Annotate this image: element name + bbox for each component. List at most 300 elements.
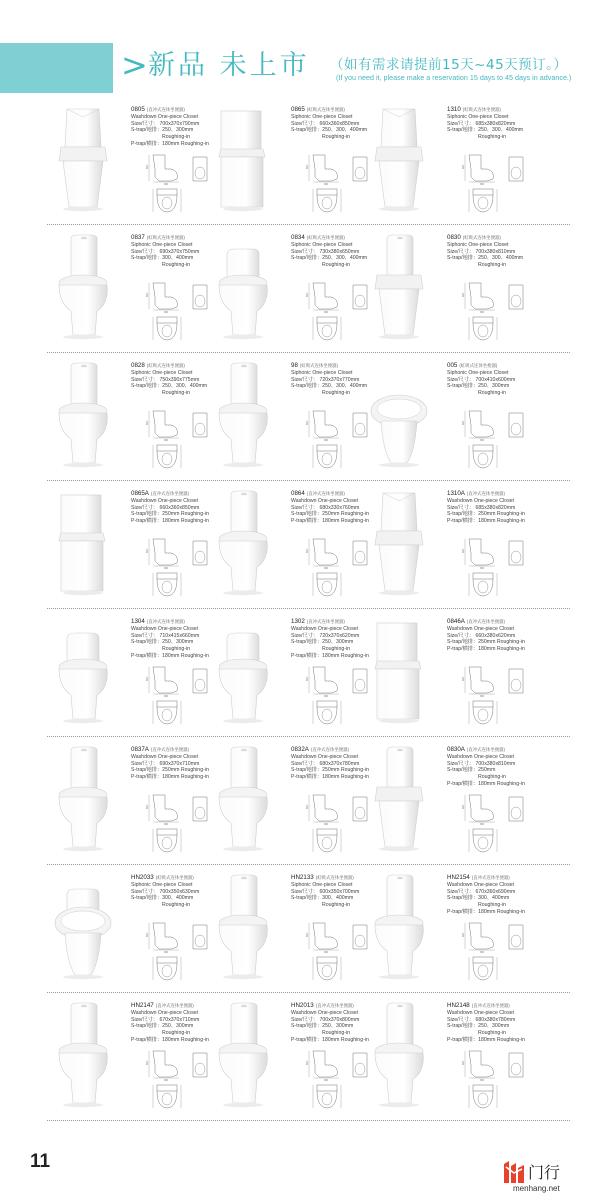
s-trap-spec: S-trap/地排：250、300、400mm	[291, 127, 368, 134]
s-trap-spec: S-trap/地排：250、300mm	[291, 1023, 354, 1030]
toilet-photo	[363, 743, 435, 855]
product-type-zh: (直冲式连体坐便器)	[146, 619, 185, 624]
product-row	[47, 353, 567, 481]
product-size: Size/尺寸： 690x370x750mm	[131, 248, 200, 255]
product-card	[47, 993, 220, 1121]
roughing-in-label: Roughing-in	[478, 774, 506, 781]
toilet-photo	[363, 615, 435, 727]
svg-text:800: 800	[462, 292, 465, 297]
product-code-text: 005	[447, 362, 458, 369]
svg-text:660: 660	[324, 439, 329, 442]
s-trap-spec: S-trap/地排：250、300、400mm	[291, 255, 368, 262]
toilet-photo	[47, 743, 119, 855]
technical-drawing	[131, 919, 215, 983]
p-trap-spec: P-trap/横排：180mm Roughing-in	[131, 652, 209, 659]
product-type-en: Washdown One-piece Closet	[131, 113, 198, 120]
accent-bar	[0, 43, 113, 93]
product-type-zh: (直冲式连体坐便器)	[150, 747, 189, 752]
svg-text:660: 660	[480, 183, 485, 186]
s-trap-spec: S-trap/地排：300、400mm	[291, 895, 354, 902]
product-type-zh: (直冲式连体坐便器)	[306, 491, 345, 496]
roughing-in-label: Roughing-in	[322, 262, 350, 269]
svg-text:660: 660	[324, 951, 329, 954]
technical-drawing	[131, 663, 215, 727]
product-card	[47, 609, 220, 737]
product-code-text: 0830A	[447, 746, 465, 753]
product-spec	[447, 235, 542, 269]
svg-text:660: 660	[164, 951, 169, 954]
svg-text:660: 660	[324, 183, 329, 186]
product-row	[47, 97, 567, 225]
product-size: Size/尺寸： 700x370x790mm	[131, 120, 200, 127]
brand-url: menhang.net	[513, 1184, 560, 1193]
s-trap-spec: S-trap/地排：250mm	[447, 767, 496, 774]
svg-text:660: 660	[480, 1079, 485, 1082]
page-header	[0, 43, 589, 93]
product-type-zh: (虹吸式连体坐便器)	[462, 235, 501, 240]
product-code-text: 0865	[291, 106, 305, 113]
toilet-photo	[207, 487, 279, 599]
technical-drawing	[131, 279, 215, 343]
svg-text:660: 660	[324, 1079, 329, 1082]
product-type-en: Washdown One-piece Closet	[447, 881, 514, 888]
svg-text:660: 660	[324, 567, 329, 570]
product-type-zh: (直冲式连体坐便器)	[310, 747, 349, 752]
technical-drawing	[447, 535, 531, 599]
product-card	[47, 97, 220, 225]
product-code-text: 0830	[447, 234, 461, 241]
product-grid	[47, 97, 567, 1121]
p-trap-spec: P-trap/横排：180mm Roughing-in	[131, 140, 209, 147]
technical-drawing	[447, 407, 531, 471]
svg-text:800: 800	[462, 1060, 465, 1065]
svg-text:660: 660	[480, 311, 485, 314]
product-card	[207, 353, 380, 481]
product-code-text: 1304	[131, 618, 145, 625]
product-code-text: 0834	[291, 234, 305, 241]
svg-text:800: 800	[306, 292, 309, 297]
dotted-divider	[47, 1120, 570, 1121]
svg-text:800: 800	[146, 420, 149, 425]
product-type-zh: (直冲式连体坐便器)	[471, 1003, 510, 1008]
product-code-text: 0805	[131, 106, 145, 113]
product-code-text: HN2154	[447, 874, 470, 881]
toilet-photo	[363, 999, 435, 1111]
product-spec	[447, 747, 542, 788]
product-size: Size/尺寸： 700x370x800mm	[291, 1016, 360, 1023]
product-code-text: 0837	[131, 234, 145, 241]
svg-text:660: 660	[324, 311, 329, 314]
p-trap-spec: P-trap/横排：180mm Roughing-in	[291, 1036, 369, 1043]
product-spec	[447, 491, 542, 525]
product-size: Size/尺寸： 680x370x780mm	[291, 760, 360, 767]
s-trap-spec: S-trap/地排：250mm Roughing-in	[131, 767, 209, 774]
s-trap-spec: S-trap/地排：250mm Roughing-in	[447, 511, 525, 518]
product-size: Size/尺寸： 700x380x810mm	[447, 760, 516, 767]
product-card	[363, 609, 536, 737]
product-type-zh: (虹吸式连体坐便器)	[315, 875, 354, 880]
product-type-en: Washdown One-piece Closet	[291, 625, 358, 632]
product-spec	[447, 619, 542, 653]
product-size: Size/尺寸： 680x380x780mm	[447, 1016, 516, 1023]
product-code-text: HN2133	[291, 874, 314, 881]
svg-text:800: 800	[146, 932, 149, 937]
p-trap-spec: P-trap/横排：180mm Roughing-in	[291, 652, 369, 659]
svg-text:800: 800	[462, 676, 465, 681]
product-size: Size/尺寸： 720x370x770mm	[291, 376, 360, 383]
product-type-zh: (虹吸式连体坐便器)	[146, 235, 185, 240]
toilet-photo	[363, 103, 435, 215]
chevron-right-icon: >	[121, 46, 148, 84]
product-code-text: 98	[291, 362, 298, 369]
toilet-photo	[207, 871, 279, 983]
product-code-text: HN2148	[447, 1002, 470, 1009]
svg-text:660: 660	[480, 439, 485, 442]
product-type-zh: (直冲式连体坐便器)	[150, 491, 189, 496]
roughing-in-label: Roughing-in	[322, 1030, 350, 1037]
p-trap-spec: P-trap/横排：180mm Roughing-in	[447, 780, 525, 787]
product-spec	[447, 1003, 542, 1044]
product-card	[207, 97, 380, 225]
toilet-photo	[363, 231, 435, 343]
svg-text:660: 660	[324, 695, 329, 698]
p-trap-spec: P-trap/横排：180mm Roughing-in	[291, 774, 369, 781]
roughing-in-label: Roughing-in	[478, 1030, 506, 1037]
s-trap-spec: S-trap/地排：250、300mm	[447, 1023, 510, 1030]
toilet-photo	[47, 359, 119, 471]
product-size: Size/尺寸： 700x410x600mm	[447, 376, 516, 383]
product-size: Size/尺寸： 750x390x775mm	[131, 376, 200, 383]
product-type-zh: (虹吸式连体坐便器)	[146, 363, 185, 368]
toilet-photo	[207, 231, 279, 343]
product-card	[47, 225, 220, 353]
svg-text:800: 800	[146, 676, 149, 681]
product-code	[447, 107, 542, 114]
svg-text:800: 800	[306, 804, 309, 809]
technical-drawing	[447, 1047, 531, 1111]
toilet-photo	[47, 231, 119, 343]
product-code-text: HN2013	[291, 1002, 314, 1009]
reservation-note-zh: （如有需求请提前15天~45天预订。）	[330, 57, 568, 73]
svg-text:660: 660	[164, 823, 169, 826]
s-trap-spec: S-trap/地排：250、300、400mm	[131, 383, 208, 390]
technical-drawing	[131, 151, 215, 215]
product-code-text: 0832A	[291, 746, 309, 753]
product-spec	[447, 107, 542, 141]
product-code-text: HN2033	[131, 874, 154, 881]
product-card	[363, 97, 536, 225]
product-type-en: Siphonic One-piece Closet	[447, 369, 509, 376]
product-code	[447, 747, 542, 754]
product-card	[207, 481, 380, 609]
s-trap-spec: S-trap/地排：250mm Roughing-in	[291, 511, 369, 518]
svg-text:660: 660	[164, 695, 169, 698]
product-size: Size/尺寸： 660x360x850mm	[291, 120, 360, 127]
toilet-photo	[363, 359, 435, 471]
svg-text:800: 800	[146, 804, 149, 809]
svg-text:800: 800	[462, 420, 465, 425]
product-type-en: Siphonic One-piece Closet	[131, 241, 193, 248]
s-trap-spec: S-trap/地排：250、300mm	[131, 127, 194, 134]
svg-text:660: 660	[164, 183, 169, 186]
product-type-en: Washdown One-piece Closet	[131, 497, 198, 504]
product-size: Size/尺寸： 690x370x710mm	[131, 760, 200, 767]
svg-text:660: 660	[480, 823, 485, 826]
toilet-photo	[47, 487, 119, 599]
product-size: Size/尺寸： 710x415x660mm	[131, 632, 200, 639]
product-card	[207, 993, 380, 1121]
product-spec	[447, 363, 542, 397]
technical-drawing	[131, 1047, 215, 1111]
page-number: 11	[30, 1151, 51, 1172]
roughing-in-label: Roughing-in	[322, 646, 350, 653]
product-row	[47, 865, 567, 993]
technical-drawing	[131, 791, 215, 855]
p-trap-spec: P-trap/横排：180mm Roughing-in	[291, 518, 369, 525]
p-trap-spec: P-trap/横排：180mm Roughing-in	[447, 908, 525, 915]
product-card	[207, 609, 380, 737]
svg-text:800: 800	[306, 548, 309, 553]
svg-text:800: 800	[306, 932, 309, 937]
product-code	[447, 363, 542, 370]
s-trap-spec: S-trap/地排：300、400mm	[447, 895, 510, 902]
svg-text:800: 800	[146, 292, 149, 297]
s-trap-spec: S-trap/地排：250、300、400mm	[291, 383, 368, 390]
product-card	[363, 225, 536, 353]
roughing-in-label: Roughing-in	[162, 646, 190, 653]
product-card	[207, 737, 380, 865]
product-row	[47, 481, 567, 609]
product-card	[47, 737, 220, 865]
roughing-in-label: Roughing-in	[162, 1030, 190, 1037]
svg-text:660: 660	[480, 951, 485, 954]
svg-text:660: 660	[480, 695, 485, 698]
s-trap-spec: S-trap/地排：250、300、400mm	[447, 255, 524, 262]
technical-drawing	[447, 791, 531, 855]
product-type-en: Siphonic One-piece Closet	[131, 881, 193, 888]
product-card	[207, 865, 380, 993]
svg-text:800: 800	[462, 804, 465, 809]
product-type-zh: (虹吸式连体坐便器)	[155, 875, 194, 880]
toilet-photo	[47, 615, 119, 727]
svg-text:800: 800	[306, 420, 309, 425]
product-row	[47, 609, 567, 737]
product-code	[447, 875, 542, 882]
technical-drawing	[131, 535, 215, 599]
product-type-en: Siphonic One-piece Closet	[291, 113, 353, 120]
toilet-photo	[207, 999, 279, 1111]
roughing-in-label: Roughing-in	[322, 902, 350, 909]
p-trap-spec: P-trap/横排：180mm Roughing-in	[131, 774, 209, 781]
product-type-en: Washdown One-piece Closet	[447, 625, 514, 632]
roughing-in-label: Roughing-in	[478, 902, 506, 909]
product-size: Size/尺寸： 680x330x760mm	[291, 504, 360, 511]
svg-text:660: 660	[164, 1079, 169, 1082]
product-size: Size/尺寸： 700x380x810mm	[447, 248, 516, 255]
page-title: 新品 未上市	[148, 50, 310, 81]
svg-text:800: 800	[462, 164, 465, 169]
reservation-note-en: (If you need it, please make a reservation 15 days to 45 days in advance.)	[336, 73, 572, 82]
product-size: Size/尺寸： 670x370x710mm	[131, 1016, 200, 1023]
product-type-en: Siphonic One-piece Closet	[291, 881, 353, 888]
product-type-zh: (虹吸式连体坐便器)	[462, 107, 501, 112]
s-trap-spec: S-trap/地排：250、300mm	[291, 639, 354, 646]
product-row	[47, 993, 567, 1121]
p-trap-spec: P-trap/横排：180mm Roughing-in	[447, 1036, 525, 1043]
product-type-zh: (虹吸式连体坐便器)	[306, 107, 345, 112]
roughing-in-label: Roughing-in	[162, 902, 190, 909]
svg-text:660: 660	[480, 567, 485, 570]
roughing-in-label: Roughing-in	[478, 390, 506, 397]
product-code	[447, 1003, 542, 1010]
product-code-text: 1310	[447, 106, 461, 113]
svg-text:800: 800	[306, 1060, 309, 1065]
toilet-photo	[207, 103, 279, 215]
technical-drawing	[447, 919, 531, 983]
product-code-text: 1310A	[447, 490, 465, 497]
product-code	[447, 491, 542, 498]
product-size: Size/尺寸： 660x360x850mm	[131, 504, 200, 511]
product-code-text: 0837A	[131, 746, 149, 753]
technical-drawing	[447, 151, 531, 215]
svg-text:800: 800	[146, 548, 149, 553]
technical-drawing	[447, 279, 531, 343]
roughing-in-label: Roughing-in	[478, 134, 506, 141]
svg-text:660: 660	[164, 311, 169, 314]
product-type-en: Washdown One-piece Closet	[291, 497, 358, 504]
roughing-in-label: Roughing-in	[162, 390, 190, 397]
product-type-en: Siphonic One-piece Closet	[291, 369, 353, 376]
product-type-zh: (直冲式连体坐便器)	[315, 1003, 354, 1008]
product-size: Size/尺寸： 700x350x630mm	[131, 888, 200, 895]
roughing-in-label: Roughing-in	[322, 390, 350, 397]
toilet-photo	[47, 103, 119, 215]
product-code-text: 0865A	[131, 490, 149, 497]
product-type-en: Washdown One-piece Closet	[131, 1009, 198, 1016]
product-size: Size/尺寸： 670x360x690mm	[447, 888, 516, 895]
p-trap-spec: P-trap/横排：180mm Roughing-in	[447, 646, 525, 653]
roughing-in-label: Roughing-in	[162, 262, 190, 269]
technical-drawing	[131, 407, 215, 471]
p-trap-spec: P-trap/横排：180mm Roughing-in	[131, 518, 209, 525]
s-trap-spec: S-trap/地排：250mm Roughing-in	[447, 639, 525, 646]
svg-text:660: 660	[324, 823, 329, 826]
product-code-text: 0864	[291, 490, 305, 497]
product-type-zh: (虹吸式连体坐便器)	[299, 363, 338, 368]
toilet-photo	[207, 743, 279, 855]
product-code-text: 0846A	[447, 618, 465, 625]
product-card	[47, 865, 220, 993]
product-type-zh: (直冲式连体坐便器)	[466, 619, 505, 624]
product-type-en: Washdown One-piece Closet	[291, 1009, 358, 1016]
svg-text:800: 800	[146, 1060, 149, 1065]
s-trap-spec: S-trap/地排：250、300、400mm	[447, 127, 524, 134]
product-type-en: Washdown One-piece Closet	[447, 497, 514, 504]
product-card	[207, 225, 380, 353]
product-type-zh: (直冲式连体坐便器)	[466, 747, 505, 752]
product-spec	[447, 875, 542, 916]
product-card	[363, 737, 536, 865]
product-size: Size/尺寸： 720x370x620mm	[291, 632, 360, 639]
product-type-en: Washdown One-piece Closet	[447, 753, 514, 760]
product-card	[363, 353, 536, 481]
toilet-photo	[207, 615, 279, 727]
product-type-en: Washdown One-piece Closet	[291, 753, 358, 760]
product-size: Size/尺寸： 660x380x620mm	[447, 632, 516, 639]
product-size: Size/尺寸： 600x350x700mm	[291, 888, 360, 895]
s-trap-spec: S-trap/地排：250mm Roughing-in	[131, 511, 209, 518]
product-type-zh: (直冲式连体坐便器)	[155, 1003, 194, 1008]
brand-name: 门行	[528, 1163, 561, 1182]
s-trap-spec: S-trap/地排：250、300mm	[131, 639, 194, 646]
s-trap-spec: S-trap/地排：300、400mm	[131, 255, 194, 262]
product-code-text: 1302	[291, 618, 305, 625]
product-type-en: Siphonic One-piece Closet	[447, 113, 509, 120]
p-trap-spec: P-trap/横排：180mm Roughing-in	[131, 1036, 209, 1043]
svg-text:800: 800	[146, 164, 149, 169]
product-type-en: Siphonic One-piece Closet	[131, 369, 193, 376]
s-trap-spec: S-trap/地排：250、300mm	[447, 383, 510, 390]
roughing-in-label: Roughing-in	[478, 262, 506, 269]
svg-text:800: 800	[306, 164, 309, 169]
product-type-zh: (虹吸式连体坐便器)	[306, 235, 345, 240]
product-type-zh: (直冲式连体坐便器)	[466, 491, 505, 496]
svg-text:800: 800	[306, 676, 309, 681]
product-card	[363, 993, 536, 1121]
product-size: Size/尺寸： 730x380x650mm	[291, 248, 360, 255]
product-card	[363, 481, 536, 609]
p-trap-spec: P-trap/横排：180mm Roughing-in	[447, 518, 525, 525]
product-code-text: HN2147	[131, 1002, 154, 1009]
toilet-photo	[207, 359, 279, 471]
s-trap-spec: S-trap/地排：250mm Roughing-in	[291, 767, 369, 774]
product-code	[447, 619, 542, 626]
svg-text:800: 800	[462, 932, 465, 937]
toilet-photo	[47, 871, 119, 983]
roughing-in-label: Roughing-in	[162, 134, 190, 141]
product-card	[47, 481, 220, 609]
toilet-photo	[47, 999, 119, 1111]
product-row	[47, 225, 567, 353]
toilet-photo	[363, 487, 435, 599]
product-type-en: Washdown One-piece Closet	[447, 1009, 514, 1016]
svg-text:660: 660	[164, 567, 169, 570]
technical-drawing	[447, 663, 531, 727]
product-card	[47, 353, 220, 481]
svg-text:800: 800	[462, 548, 465, 553]
svg-text:660: 660	[164, 439, 169, 442]
product-type-zh: (直冲式连体坐便器)	[471, 875, 510, 880]
product-size: Size/尺寸： 685x380x820mm	[447, 504, 516, 511]
toilet-photo	[363, 871, 435, 983]
s-trap-spec: S-trap/地排：250、300mm	[131, 1023, 194, 1030]
product-type-en: Washdown One-piece Closet	[131, 625, 198, 632]
product-type-zh: (直冲式连体坐便器)	[146, 107, 185, 112]
roughing-in-label: Roughing-in	[322, 134, 350, 141]
product-type-en: Siphonic One-piece Closet	[291, 241, 353, 248]
brand-logo	[503, 1160, 567, 1196]
product-type-en: Washdown One-piece Closet	[131, 753, 198, 760]
product-type-en: Siphonic One-piece Closet	[447, 241, 509, 248]
product-size: Size/尺寸： 685x380x820mm	[447, 120, 516, 127]
s-trap-spec: S-trap/地排：300、400mm	[131, 895, 194, 902]
product-code	[447, 235, 542, 242]
brand-mark-icon	[503, 1160, 525, 1184]
product-code-text: 0828	[131, 362, 145, 369]
product-type-zh: (直冲式连体坐便器)	[306, 619, 345, 624]
product-row	[47, 737, 567, 865]
product-card	[363, 865, 536, 993]
